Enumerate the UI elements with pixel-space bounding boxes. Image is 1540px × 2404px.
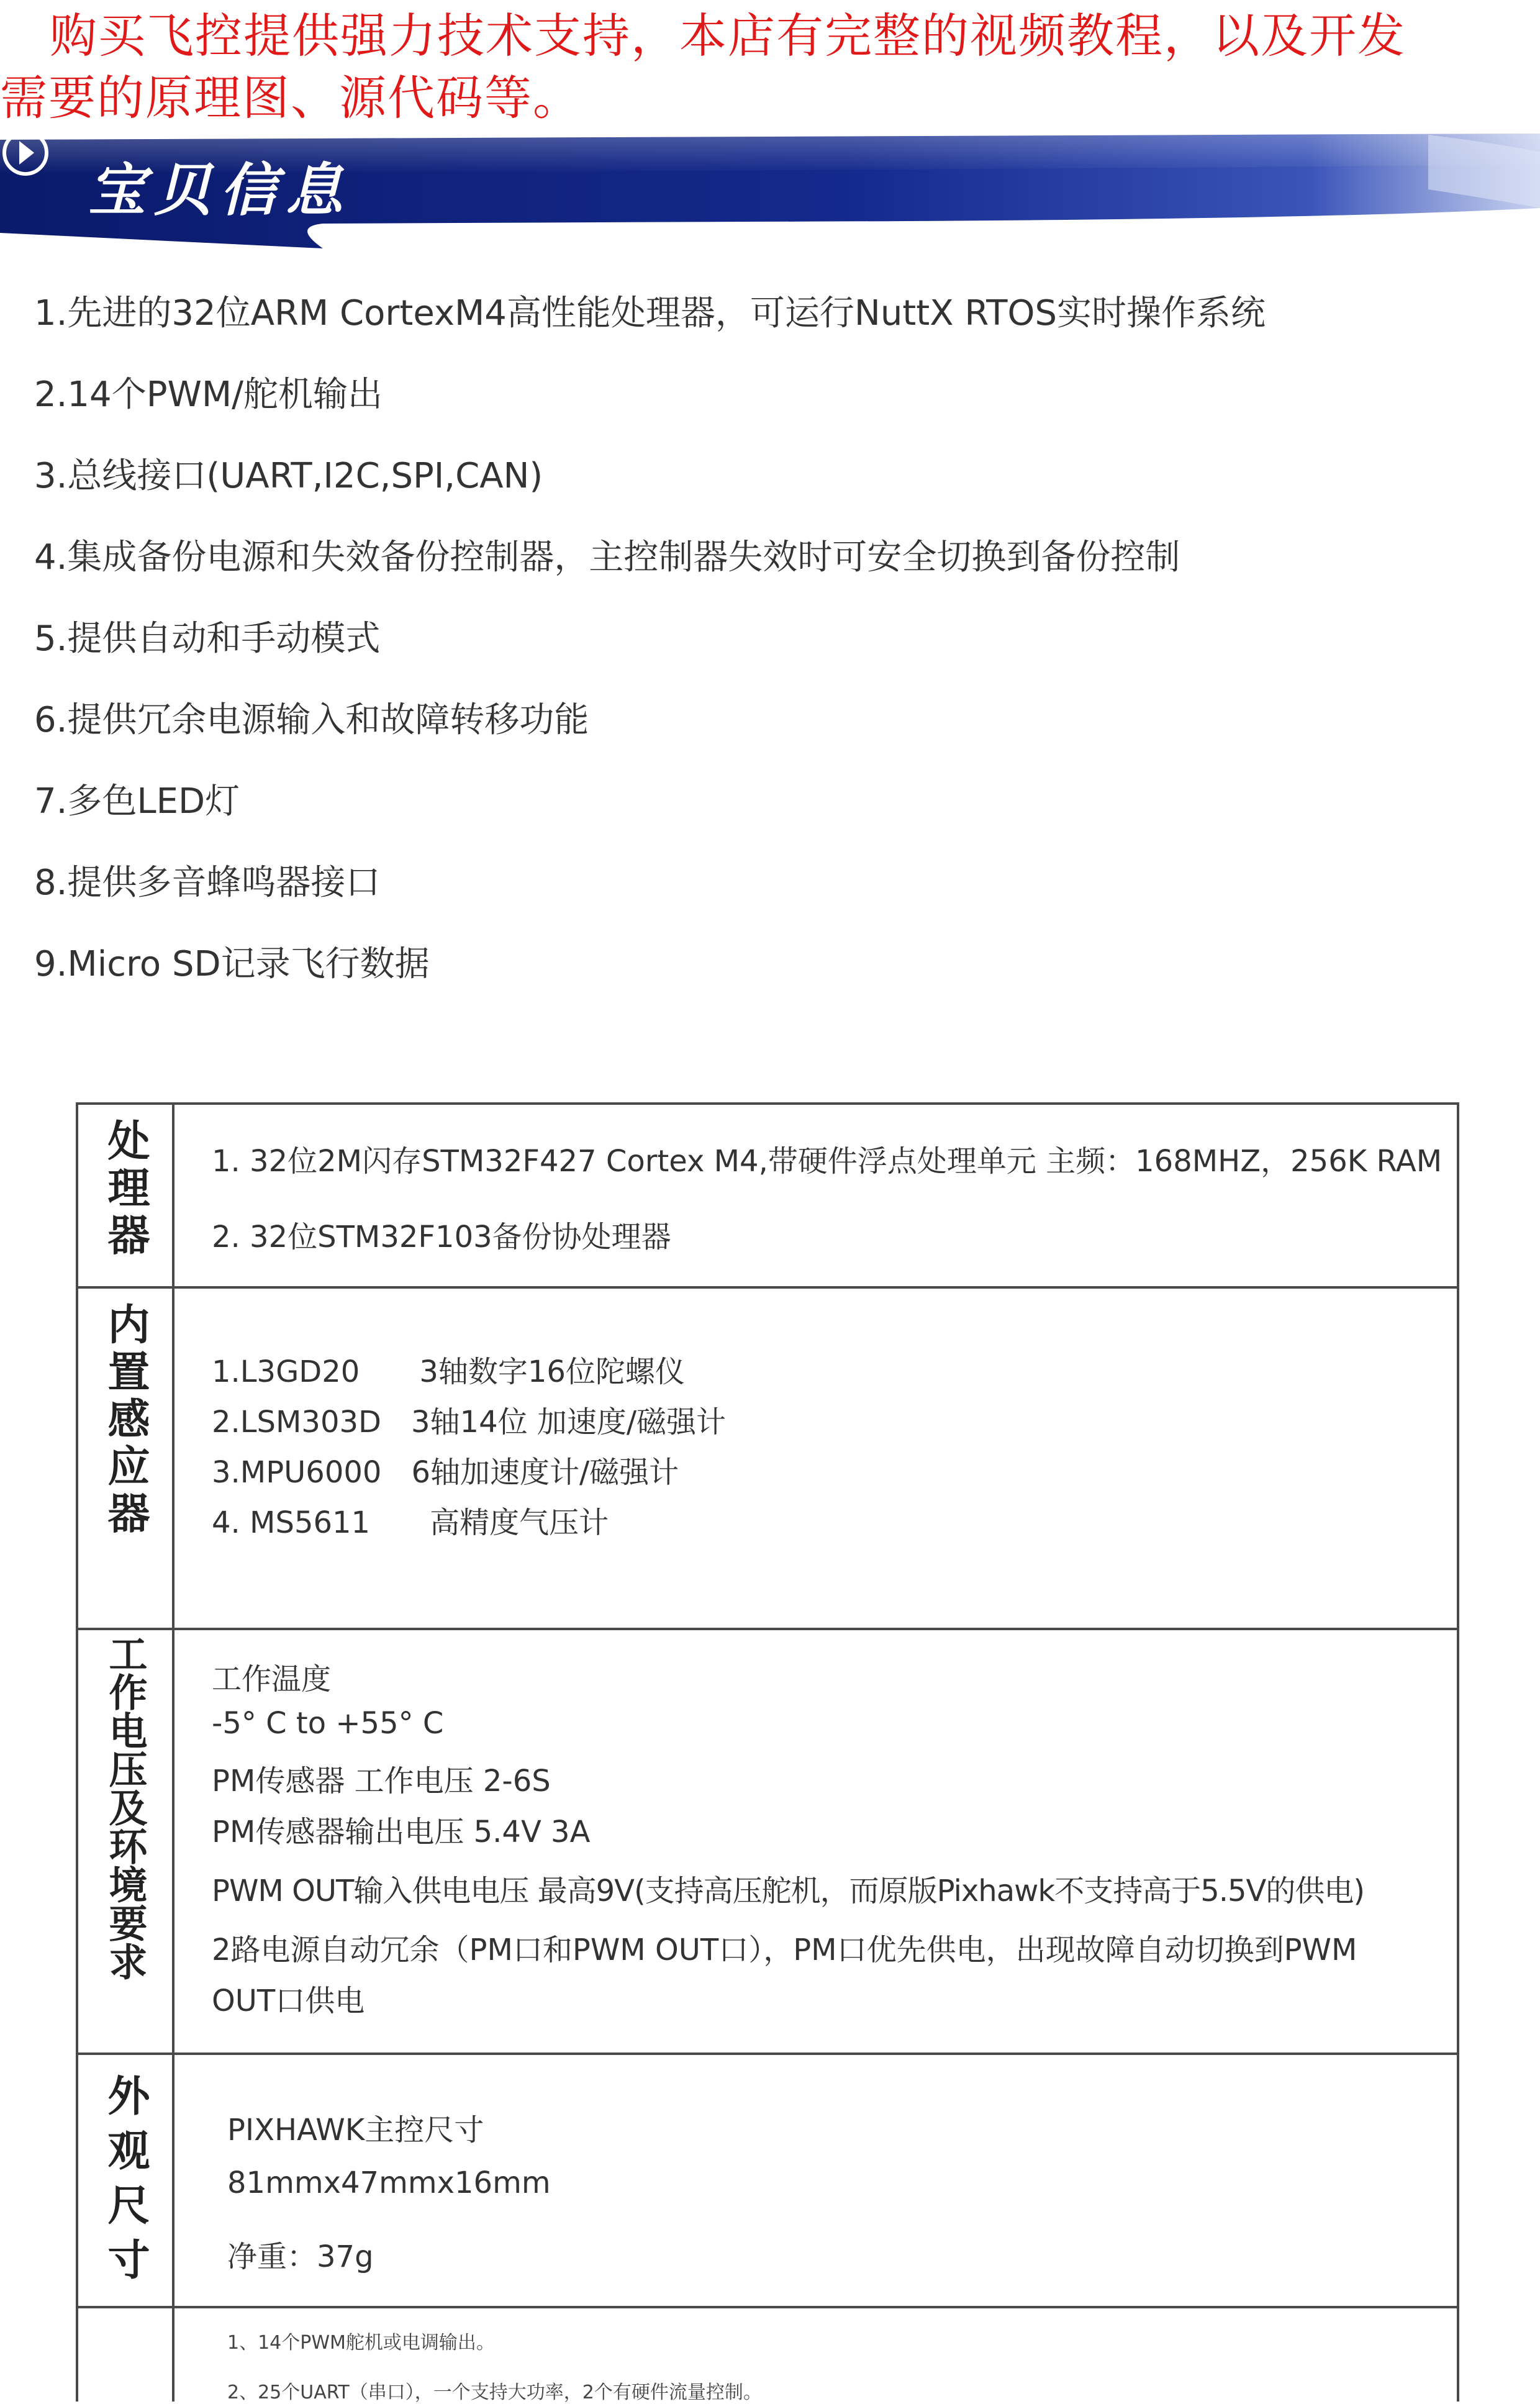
feature-item: 2.14个PWM/舵机输出	[34, 374, 383, 415]
spec-line: 工作温度	[212, 1662, 332, 1697]
spec-label-cell	[78, 2308, 174, 2402]
feature-item: 4.集成备份电源和失效备份控制器，主控制器失效时可安全切换到备份控制	[34, 537, 1180, 578]
feature-item: 6.提供冗余电源输入和故障转移功能	[34, 700, 589, 740]
spec-line: 3.MPU6000 6轴加速度计/磁强计	[212, 1455, 679, 1490]
spec-label-power-environment: 工作电压及环境要求	[102, 1634, 148, 1980]
spec-line: 1、14个PWM舵机或电调输出。	[227, 2332, 495, 2354]
spec-line: 2路电源自动冗余（PM口和PWM OUT口），PM口优先供电，出现故障自动切换到PWM	[212, 1933, 1357, 1967]
spec-row-processor	[78, 1105, 1457, 1289]
spec-label-processor: 处理器	[101, 1118, 150, 1260]
spec-label-cell	[78, 1105, 174, 1286]
spec-line: PWM OUT输入供电电压 最高9V(支持高压舵机，而原版Pixhawk不支持高于5.5V的供电)	[212, 1874, 1365, 1908]
spec-line: -5° C to +55° C	[212, 1706, 444, 1741]
spec-line: OUT口供电	[212, 1984, 365, 2018]
feature-list	[34, 283, 1493, 1015]
spec-label-cell	[78, 1289, 174, 1628]
spec-line: 2. 32位STM32F103备份协处理器	[212, 1220, 671, 1254]
spec-label-sensors: 内置感应器	[101, 1302, 150, 1538]
feature-item: 1.先进的32位ARM CortexM4高性能处理器，可运行NuttX RTOS实时操作系统	[34, 293, 1266, 333]
spec-row-dimensions	[78, 2055, 1457, 2308]
spec-line: 净重：37g	[227, 2239, 374, 2274]
spec-body-dimensions	[174, 2055, 1457, 2306]
spec-body-sensors	[174, 1289, 1457, 1628]
spec-line: 2.LSM303D 3轴14位 加速度/磁强计	[212, 1405, 727, 1440]
spec-line: PIXHAWK主控尺寸	[227, 2113, 484, 2148]
spec-row-power-environment	[78, 1630, 1457, 2055]
feature-item: 3.总线接口(UART,I2C,SPI,CAN)	[34, 456, 543, 496]
feature-item: 5.提供自动和手动模式	[34, 619, 381, 659]
feature-item: 9.Micro SD记录飞行数据	[34, 944, 430, 984]
spec-line: PM传感器输出电压 5.4V 3A	[212, 1815, 591, 1849]
spec-table	[76, 1102, 1459, 2402]
spec-line: 1.L3GD20 3轴数字16位陀螺仪	[212, 1354, 685, 1389]
spec-label-cell	[78, 2055, 174, 2306]
spec-label-dimensions: 外观尺寸	[101, 2074, 150, 2292]
spec-line: 2、25个UART（串口），一个支持大功率，2个有硬件流量控制。	[227, 2382, 762, 2403]
chevron-circle-icon	[0, 127, 51, 178]
spec-body-power-environment	[174, 1630, 1457, 2052]
spec-line: 1. 32位2M闪存STM32F427 Cortex M4,带硬件浮点处理单元 主频：168MHZ，256K RAM	[212, 1144, 1443, 1179]
feature-item: 7.多色LED灯	[34, 781, 240, 822]
banner-title: 宝贝信息	[88, 156, 352, 224]
spec-line: 81mmx47mmx16mm	[227, 2166, 551, 2200]
feature-item: 8.提供多音蜂鸣器接口	[34, 863, 381, 903]
spec-row-interfaces	[78, 2308, 1457, 2402]
spec-body-processor	[174, 1105, 1457, 1286]
spec-line: PM传感器 工作电压 2-6S	[212, 1764, 551, 1798]
purchase-notice: 购买飞控提供强力技术支持，本店有完整的视频教程，以及开发需要的原理图、源代码等。	[0, 8, 1406, 125]
spec-body-interfaces	[174, 2308, 1457, 2402]
spec-label-cell	[78, 1630, 174, 2052]
spec-row-sensors	[78, 1289, 1457, 1630]
spec-line: 4. MS5611 高精度气压计	[212, 1505, 609, 1540]
section-banner	[0, 127, 1540, 252]
